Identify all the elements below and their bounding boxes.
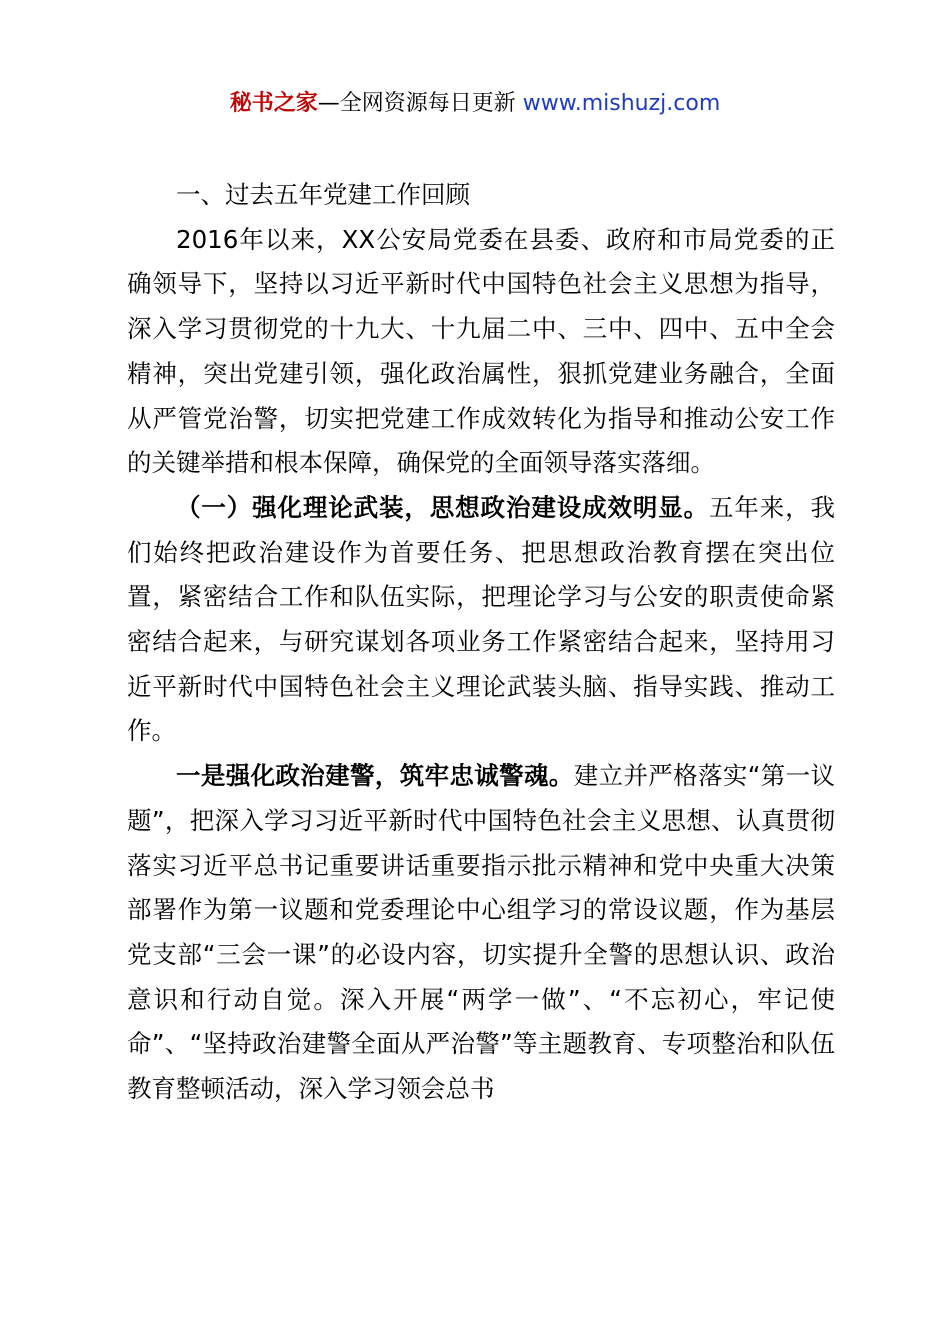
document-body [127,173,835,1112]
subsection-text: 五年来，我们始终把政治建设作为首要任务、把思想政治教育摆在突出位置，紧密结合工作和队伍实际，把理论学习与公安的职责使命紧密结合起来，与研究谋划各项业务工作紧密结合起来，坚持用习近平新时代中国特色社会主义理论武装头脑、指导实践、推动工作。 [127,492,836,746]
point-paragraph [127,754,835,1112]
site-header [0,88,950,120]
point-text: 建立并严格落实“第一议题”，把深入学习习近平新时代中国特色社会主义思想、认真贯彻落实习近平总书记重要讲话重要指示批示精神和党中央重大决策部署作为第一议题和党委理论中心组学习的常设议题，作为基层党支部“三会一课”的必设内容，切实提升全警的思想认识、政治意识和行动自觉。深入开展“两学一做”、“不忘初心，牢记使命”、“坚持政治建警全面从严治警”等主题教育、专项整治和队伍教育整顿活动，深入学习领会总书 [127,761,836,1104]
point-title: 一是强化政治建警，筑牢忠诚警魂。 [176,761,574,791]
site-brand: 秘书之家 [229,91,318,116]
site-slogan: —全网资源每日更新 [317,91,516,116]
section-heading: 一、过去五年党建工作回顾 [176,180,470,209]
subsection-paragraph [127,486,835,754]
site-url-link[interactable]: www.mishuzj.com [522,91,721,116]
intro-paragraph: 2016年以来，XX公安局党委在县委、政府和市局党委的正确领导下，坚持以习近平新时代中国特色社会主义思想为指导，深入学习贯彻党的十九大、十九届二中、三中、四中、五中全会精神，突出党建引领，强化政治属性，狠抓党建业务融合，全面从严管党治警，切实把党建工作成效转化为指导和推动公安工作的关键举措和根本保障，确保党的全面领导落实落细。 [127,224,835,478]
subsection-title: （一）强化理论武装，思想政治建设成效明显。 [176,492,709,522]
